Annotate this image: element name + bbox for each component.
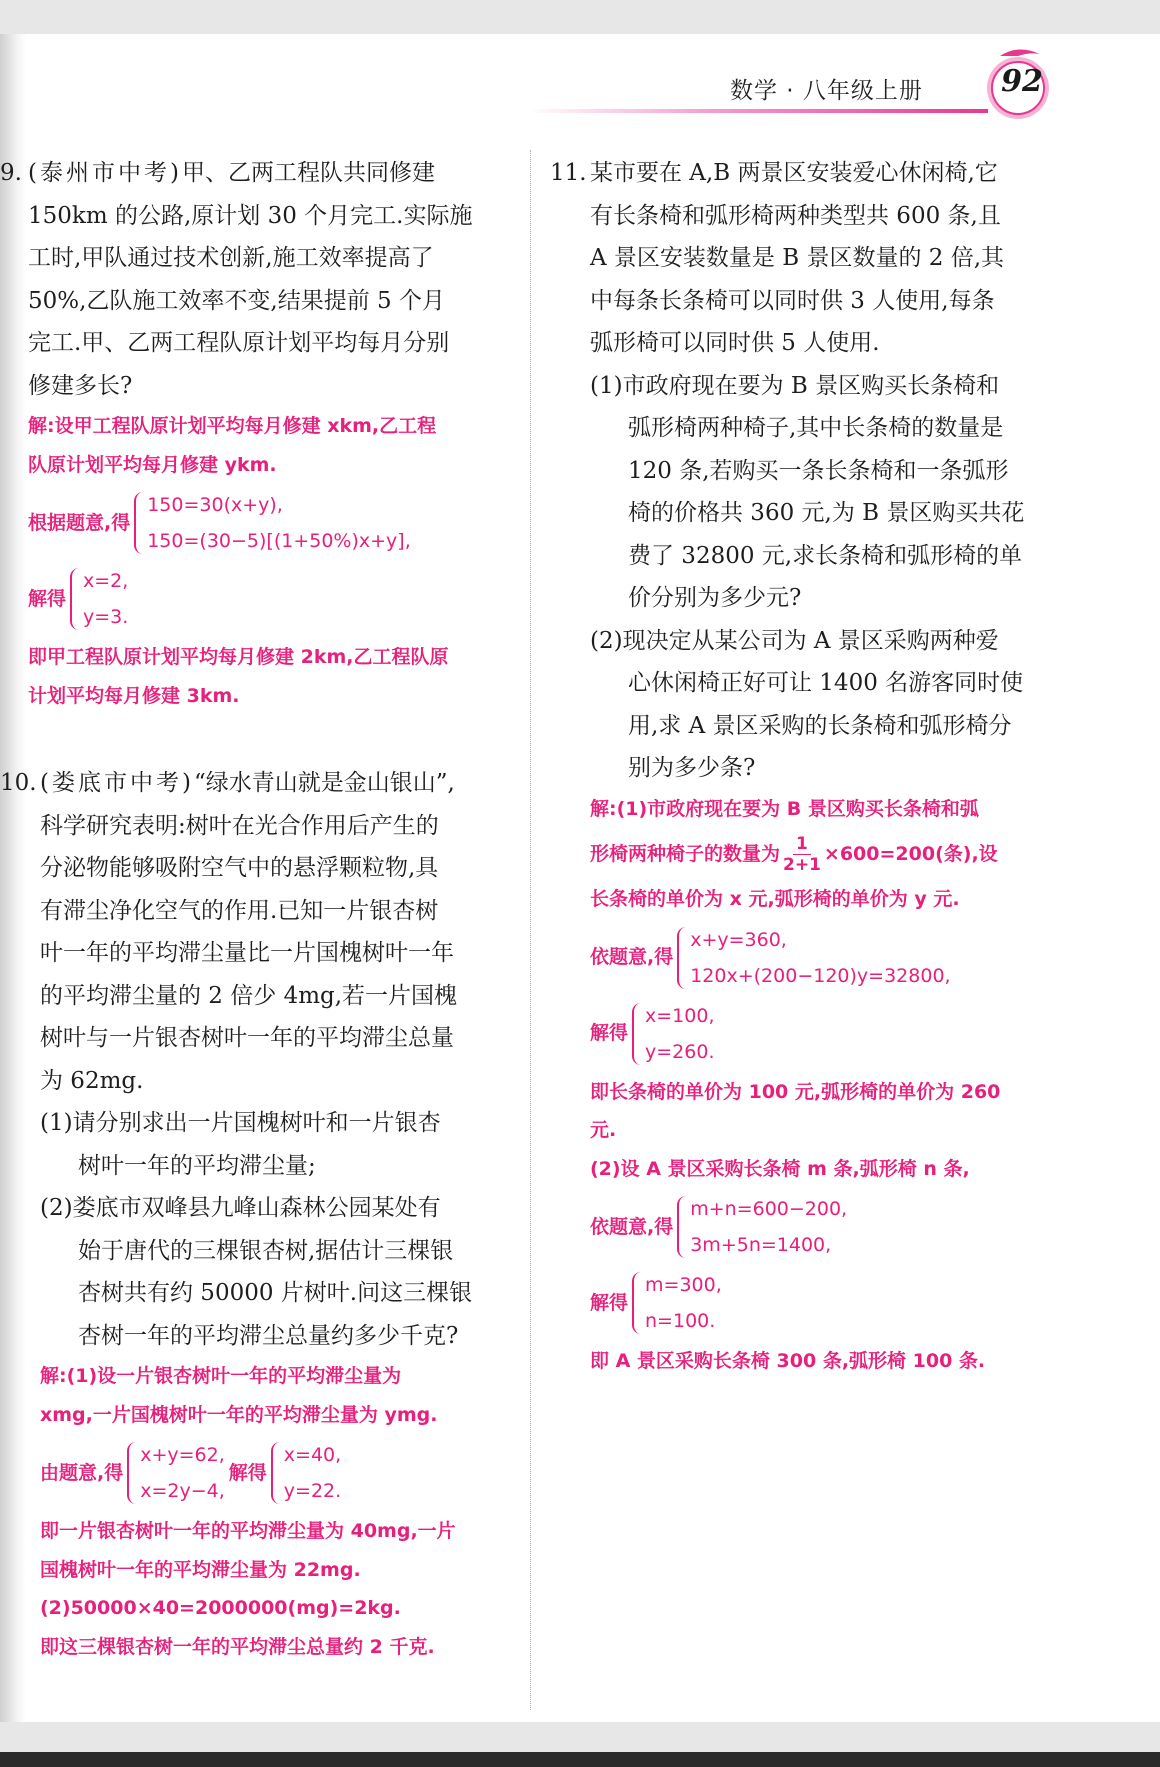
question-line: A 景区安装数量是 B 景区数量的 2 倍,其 [590, 245, 1005, 271]
brace-icon [134, 492, 143, 554]
equation-label: 解得 [28, 587, 67, 610]
answer-line: 计划平均每月修建 3km. [28, 684, 240, 707]
column-divider [530, 150, 531, 1710]
equation: 150=30(x+y), [147, 494, 283, 516]
equation-system [590, 997, 1070, 1071]
equation-system [590, 1190, 1070, 1264]
brace-icon [677, 927, 686, 989]
question-source: (娄底市中考) [40, 770, 194, 796]
bottom-edge [0, 1752, 1160, 1767]
equation: y=3. [83, 606, 129, 628]
equation: y=260. [645, 1040, 715, 1063]
question-line: 150km 的公路,原计划 30 个月完工.实际施 [28, 202, 473, 229]
question-9-text [0, 152, 518, 407]
equation-system [590, 1266, 1070, 1340]
brace-icon [271, 1442, 280, 1504]
question-9-answer [28, 407, 518, 715]
equation: m=300, [645, 1274, 722, 1296]
answer-line: 即长条椅的单价为 100 元,弧形椅的单价为 260 [590, 1080, 1001, 1103]
question-11 [550, 152, 1070, 1381]
answer-line: (2)50000×40=2000000(mg)=2kg. [40, 1597, 401, 1619]
question-line: 完工.甲、乙两工程队原计划平均每月分别 [28, 330, 450, 356]
equation: x=2y−4, [140, 1480, 225, 1502]
equation-system [28, 486, 518, 560]
answer-line: (2)设 A 景区采购长条椅 m 条,弧形椅 n 条, [590, 1157, 970, 1180]
question-line: 树叶与一片银杏树叶一年的平均滞尘总量 [40, 1025, 454, 1051]
answer-line: 即甲工程队原计划平均每月修建 2km,乙工程队原 [28, 646, 449, 668]
question-11-answer [590, 790, 1070, 1381]
equation: x+y=62, [140, 1444, 225, 1466]
header-rule [528, 109, 988, 113]
sub-question-2: (2)现决定从某公司为 A 景区采购两种爱 心休闲椅正好可让 1400 名游客同时使 用,求 A 景区采购的长条椅和弧形椅分 别为多少条? [590, 627, 1024, 781]
spine-shadow [0, 34, 26, 1722]
question-10-line-1: 10. (娄底市中考)“绿水青山就是金山银山”, [40, 762, 518, 805]
question-9-line-1: 9. (泰州市中考)甲、乙两工程队共同修建 [28, 152, 518, 195]
question-source: (泰州市中考) [28, 160, 182, 186]
answer-line: 即这三棵银杏树一年的平均滞尘总量约 2 千克. [40, 1635, 435, 1658]
answer-line: 即一片银杏树叶一年的平均滞尘量为 40mg,一片 [40, 1520, 456, 1542]
equation-label: 由题意,得 [40, 1461, 124, 1484]
question-line: 为 62mg. [40, 1067, 144, 1094]
brace-icon [70, 568, 79, 630]
equation: x=100, [645, 1004, 715, 1027]
question-number: 10. [0, 770, 37, 796]
brace-icon [127, 1442, 136, 1504]
question-number: 11. [550, 160, 587, 186]
equation-label: 根据题意,得 [28, 511, 131, 534]
question-line: 工时,甲队通过技术创新,施工效率提高了 [28, 245, 434, 271]
equation: 3m+5n=1400, [690, 1234, 832, 1256]
fraction: $\frac{1}{2+1}$ [783, 833, 821, 875]
sub-question-1: (1)市政府现在要为 B 景区购买长条椅和 弧形椅两种椅子,其中长条椅的数量是 120 条,若购买一条长条椅和一条弧形 椅的价格共 360 元,为 B 景区购买共花 费了 32800 元,求长条椅和弧形椅的单 价分别为多少元? [590, 372, 1025, 611]
question-10-answer [40, 1357, 518, 1666]
question-line: 修建多长? [28, 372, 133, 399]
question-line: 的平均滞尘量的 2 倍少 4mg,若一片国槐 [40, 982, 458, 1009]
brace-icon [632, 1272, 641, 1334]
equation-label: 解得 [590, 1291, 629, 1314]
equation: n=100. [645, 1310, 716, 1332]
answer-line: 即 A 景区采购长条椅 300 条,弧形椅 100 条. [590, 1350, 986, 1372]
question-line: 分泌物能够吸附空气中的悬浮颗粒物,具 [40, 855, 439, 881]
equation-label: 依题意,得 [590, 946, 674, 969]
answer-line-with-fraction: 形椅两种椅子的数量为 $\frac{1}{2+1}$ ×600=200(条),设 [590, 833, 998, 875]
equation-system [28, 562, 518, 636]
brace-icon [677, 1196, 686, 1258]
equation: x=2, [83, 570, 129, 592]
question-line: 有长条椅和弧形椅两种类型共 600 条,且 [590, 202, 1001, 229]
question-line: 弧形椅可以同时供 5 人使用. [590, 330, 880, 356]
equation-label: 解得 [228, 1461, 267, 1484]
equation: x+y=360, [690, 928, 787, 951]
question-line: 科学研究表明:树叶在光合作用后产生的 [40, 812, 439, 839]
question-line: 中每条长条椅可以同时供 3 人使用,每条 [590, 287, 995, 314]
answer-line: 解:设甲工程队原计划平均每月修建 xkm,乙工程 [28, 415, 437, 437]
question-line: 有滞尘净化空气的作用.已知一片银杏树 [40, 897, 439, 924]
equation-label: 依题意,得 [590, 1215, 674, 1238]
question-11-line-1: 11. 某市要在 A,B 两景区安装爱心休闲椅,它 [590, 152, 1070, 195]
brace-icon [632, 1003, 641, 1065]
question-9 [0, 152, 518, 715]
question-10 [0, 762, 518, 1666]
equation: y=22. [283, 1480, 342, 1502]
sub-question-2: (2)娄底市双峰县九峰山森林公园某处有 始于唐代的三棵银杏树,据估计三棵银 杏树共有约 50000 片树叶.问这三棵银 杏树一年的平均滞尘总量约多少千克? [40, 1195, 473, 1349]
page-number: 92 [1001, 64, 1043, 99]
answer-line: 国槐树叶一年的平均滞尘量为 22mg. [40, 1558, 361, 1581]
equation-system [40, 1436, 518, 1510]
equation-label: 解得 [590, 1022, 629, 1045]
equation: x=40, [283, 1444, 342, 1466]
answer-line: 解:(1)设一片银杏树叶一年的平均滞尘量为 [40, 1365, 402, 1387]
answer-line: 元. [590, 1119, 617, 1141]
answer-line: 长条椅的单价为 x 元,弧形椅的单价为 y 元. [590, 888, 960, 910]
answer-line: 队原计划平均每月修建 ykm. [28, 453, 277, 476]
equation-system [590, 921, 1070, 995]
answer-line: xmg,一片国槐树叶一年的平均滞尘量为 ymg. [40, 1403, 438, 1426]
question-line: 叶一年的平均滞尘量比一片国槐树叶一年 [40, 940, 454, 966]
equation: 150=(30−5)[(1+50%)x+y], [147, 530, 411, 552]
equation: m+n=600−200, [690, 1198, 848, 1220]
equation: 120x+(200−120)y=32800, [690, 964, 951, 987]
question-number: 9. [0, 160, 22, 186]
question-10-text [0, 762, 518, 1357]
question-line: 50%,乙队施工效率不变,结果提前 5 个月 [28, 287, 445, 314]
header-title: 数学 · 八年级上册 [730, 78, 923, 104]
answer-line: 解:(1)市政府现在要为 B 景区购买长条椅和弧 [590, 797, 979, 820]
sub-question-1: (1)请分别求出一片国槐树叶和一片银杏 树叶一年的平均滞尘量; [40, 1110, 441, 1179]
question-11-text [550, 152, 1070, 790]
